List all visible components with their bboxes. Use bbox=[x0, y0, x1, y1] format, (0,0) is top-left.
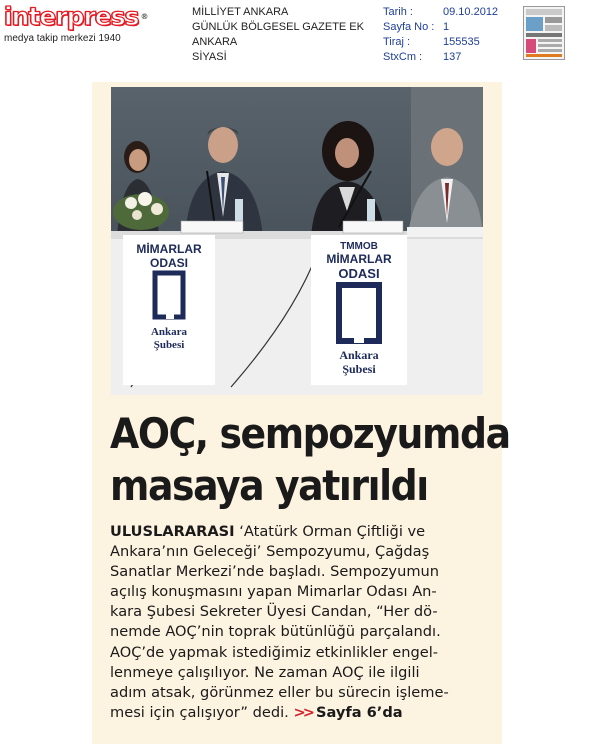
banner-left-line3: Ankara bbox=[150, 326, 188, 338]
body-line-9: adım atsak, görünmez eller bu sürecin işleme- bbox=[110, 683, 449, 701]
banner-left-line1: MİMARLAR bbox=[136, 242, 202, 256]
page-thumbnail[interactable] bbox=[523, 6, 565, 60]
body-line-1: ‘Atatürk Orman Çiftliği ve bbox=[234, 523, 426, 540]
publication-category: SİYASİ bbox=[192, 51, 227, 63]
banner-right bbox=[311, 235, 407, 385]
body-line-8: lenmeye çalışılıyor. Ne zaman AOÇ ile ilgili bbox=[110, 663, 420, 681]
meta-date: Tarih : 09.10.2012 bbox=[383, 6, 499, 18]
clipping-header bbox=[0, 0, 590, 78]
page-ref-arrow-icon: >> bbox=[293, 703, 312, 721]
body-line-6: nemde AOÇ’nin toprak bütünlüğü parçalandı. bbox=[110, 623, 441, 641]
banner-right-line1: TMMOB bbox=[340, 241, 378, 252]
page-reference: Sayfa 6’da bbox=[315, 703, 403, 721]
logo-wordmark: interpress bbox=[4, 2, 139, 31]
headline-line-1: AOÇ, sempozyumda bbox=[110, 409, 510, 458]
headline-line-2: masaya yatırıldı bbox=[110, 461, 428, 510]
body-line-2: Ankara’nın Geleceği’ Sempozyumu, Çağdaş bbox=[110, 543, 430, 561]
meta-circulation: Tiraj : 155535 bbox=[383, 36, 480, 48]
banner-left-line2: ODASI bbox=[149, 256, 189, 270]
body-line-5: kara Şubesi Sekreter Üyesi Candan, “Her dö- bbox=[110, 603, 438, 621]
clipping-meta bbox=[383, 5, 498, 65]
body-line-3: Sanatlar Merkezi’nde başladı. Sempozyumun bbox=[110, 563, 440, 581]
banner-right-line4: Ankara bbox=[339, 348, 379, 362]
meta-stxcm: StxCm : 137 bbox=[383, 51, 462, 63]
meta-page-no: Sayfa No : 1 bbox=[383, 21, 450, 33]
body-line-10: mesi için çalışıyor” dedi. bbox=[110, 703, 294, 721]
article-body bbox=[110, 522, 490, 723]
banner-right-line5: Şubesi bbox=[342, 362, 376, 376]
publication-name: MİLLİYET ANKARA bbox=[192, 6, 289, 18]
logo-tagline: medya takip merkezi 1940 bbox=[4, 33, 121, 44]
banner-right-line3: ODASI bbox=[338, 266, 380, 281]
body-line-4: açılış konuşmasını yapan Mimarlar Odası An- bbox=[110, 583, 437, 601]
photo-illustration bbox=[111, 87, 483, 395]
interpress-logo bbox=[4, 4, 148, 44]
publication-type: GÜNLÜK BÖLGESEL GAZETE EK bbox=[192, 21, 364, 33]
article-headline bbox=[110, 408, 510, 512]
symposium-photo bbox=[111, 87, 483, 395]
banner-right-line2: MİMARLAR bbox=[326, 252, 392, 266]
lead-word: ULUSLARARASI bbox=[110, 523, 235, 540]
publication-info bbox=[192, 5, 364, 65]
publication-city: ANKARA bbox=[192, 36, 238, 48]
body-line-7: AOÇ’de yapmak istediğimiz etkinlikler engel- bbox=[110, 643, 439, 661]
registered-mark: ® bbox=[140, 12, 148, 21]
banner-left bbox=[123, 235, 215, 385]
banner-left-line4: Şubesi bbox=[153, 339, 185, 351]
